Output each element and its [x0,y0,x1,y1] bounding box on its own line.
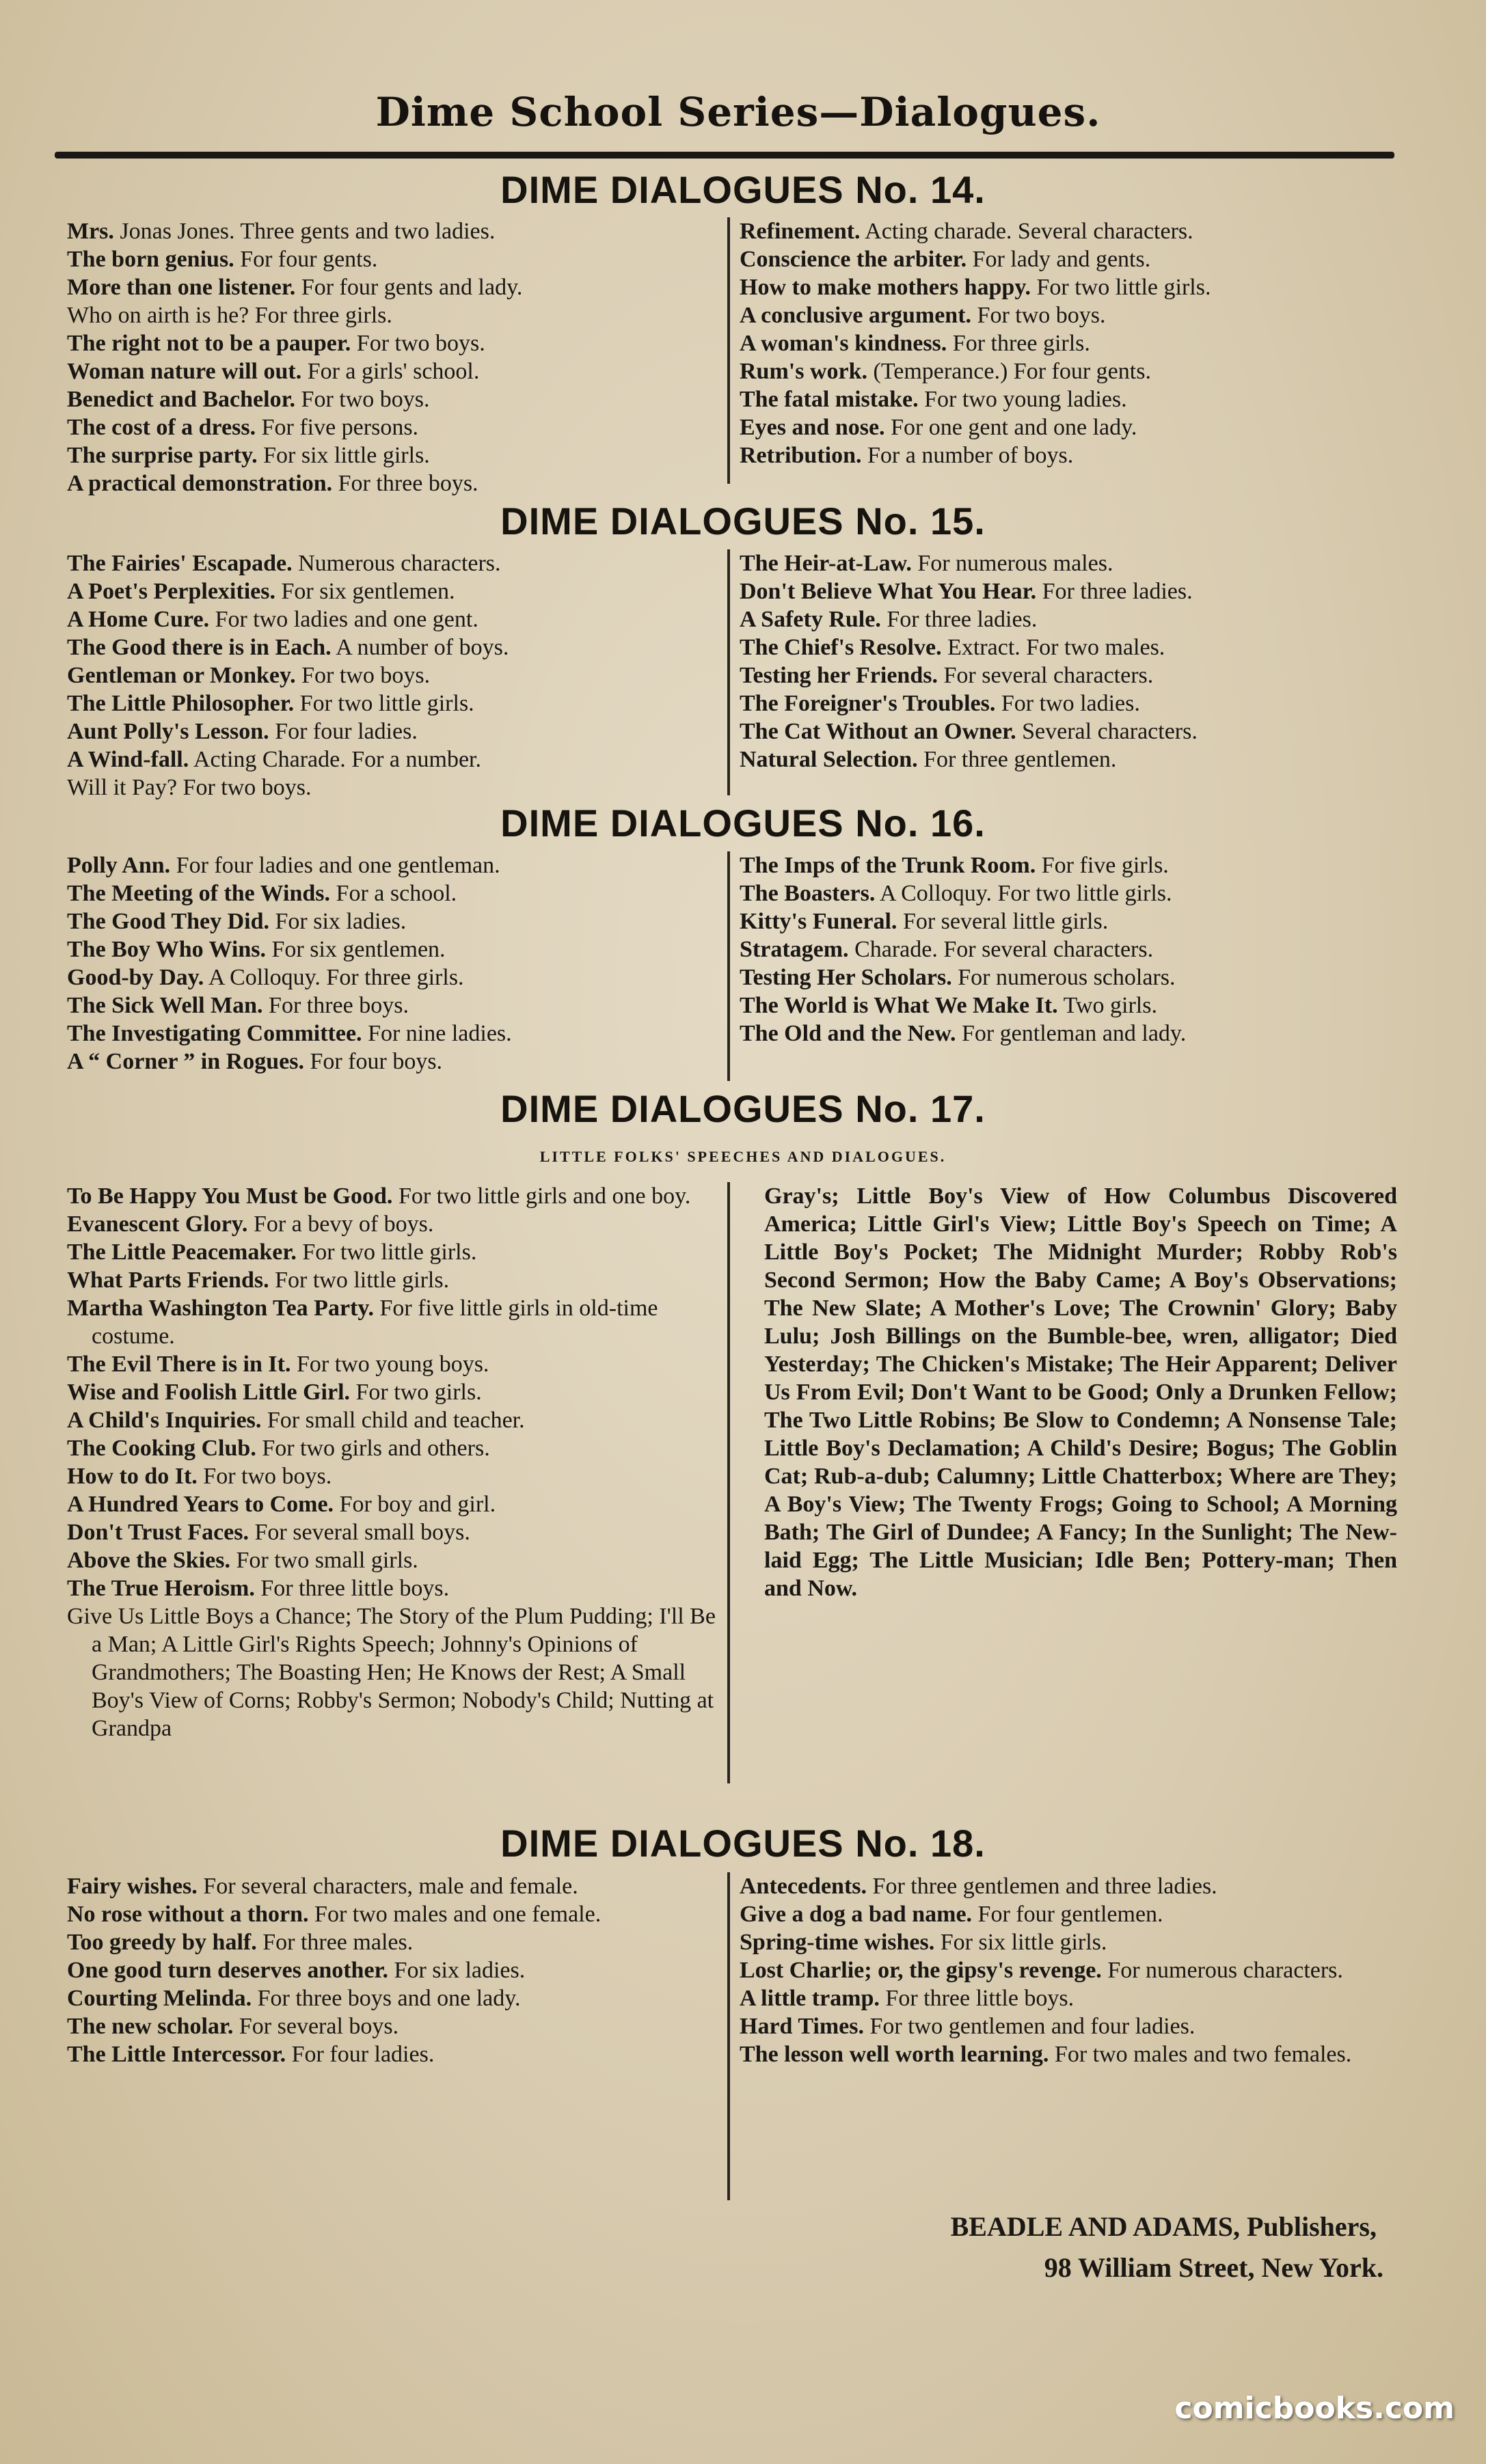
catalog-entry: The Fairies' Escapade. Numerous characters. [67,551,501,576]
catalog-entry: Woman nature will out. For a girls' school. [67,359,480,384]
catalog-entry: The right not to be a pauper. For two boys. [67,331,485,356]
section-16-title: DIME DIALOGUES No. 16. [500,802,986,845]
catalog-entry: Antecedents. For three gentlemen and three ladies. [740,1874,1217,1899]
section-18-right-list [740,1872,1396,2068]
catalog-entry: The Cooking Club. For two girls and others. [67,1436,490,1461]
catalog-entry: The fatal mistake. For two young ladies. [740,387,1127,412]
section-16-right-list [740,851,1396,1048]
publisher-address: 98 William Street, New York. [1044,2252,1383,2283]
catalog-entry: The Evil There is in It. For two young boys. [67,1352,489,1377]
catalog-entry: Will it Pay? For two boys. [67,775,312,800]
catalog-entry: A little tramp. For three little boys. [740,1986,1075,2011]
catalog-entry: The Old and the New. For gentleman and lady. [740,1021,1187,1046]
catalog-entry: Natural Selection. For three gentlemen. [740,747,1117,772]
catalog-entry: The Good They Did. For six ladies. [67,909,407,934]
catalog-entry: The Investigating Committee. For nine ladies. [67,1021,512,1046]
catalog-entry: Spring-time wishes. For six little girls. [740,1930,1107,1955]
catalog-entry: The Heir-at-Law. For numerous males. [740,551,1113,576]
catalog-entry: The Little Philosopher. For two little girls. [67,691,474,716]
catalog-entry: The surprise party. For six little girls. [67,443,430,468]
section-15-left-list [67,549,723,802]
catalog-entry: Lost Charlie; or, the gipsy's revenge. For numerous characters. [740,1958,1343,1983]
section-14-left-list [67,217,723,497]
catalog-entry: Wise and Foolish Little Girl. For two girls. [67,1380,482,1405]
catalog-entry: The cost of a dress. For five persons. [67,415,419,440]
section-14-divider [727,217,730,484]
catalog-entry: Courting Melinda. For three boys and one lady. [67,1986,521,2011]
catalog-entry: A Child's Inquiries. For small child and teacher. [67,1408,525,1433]
catalog-entry: To Be Happy You Must be Good. For two little girls and one boy. [67,1183,691,1209]
catalog-entry: Don't Trust Faces. For several small boys. [67,1520,470,1545]
section-16-divider [727,851,730,1081]
section-17-left-list [67,1182,723,1742]
catalog-entry: Give Us Little Boys a Chance; The Story of the Plum Pudding; I'll Be a Man; A Little Girl's Rights Speech; Johnny's Opinions of Grandmothers; The Boasting Hen; He Knows der Rest; A Small Boy's View of Corns; Robby's Sermon; Nobody's Child; Nutting at Grandpa [67,1604,716,1741]
catalog-entry: Good-by Day. A Colloquy. For three girls. [67,965,464,990]
publisher-name: BEADLE AND ADAMS, Publishers, [950,2211,1377,2242]
catalog-entry: One good turn deserves another. For six ladies. [67,1958,526,1983]
section-15-divider [727,549,730,795]
catalog-entry: The Imps of the Trunk Room. For five girls. [740,853,1169,878]
catalog-entry: A Home Cure. For two ladies and one gent. [67,607,478,632]
catalog-entry: A Hundred Years to Come. For boy and girl. [67,1492,496,1517]
catalog-entry: Who on airth is he? For three girls. [67,303,392,328]
catalog-entry: Testing Her Scholars. For numerous scholars. [740,965,1176,990]
catalog-entry: Fairy wishes. For several characters, male and female. [67,1874,578,1899]
catalog-entry: The Foreigner's Troubles. For two ladies. [740,691,1140,716]
catalog-entry: Above the Skies. For two small girls. [67,1548,418,1573]
catalog-entry: The Little Peacemaker. For two little girls. [67,1240,477,1265]
section-14-title: DIME DIALOGUES No. 14. [500,168,986,211]
catalog-entry: The Chief's Resolve. Extract. For two males. [740,635,1165,660]
section-15-title: DIME DIALOGUES No. 15. [500,499,986,543]
catalog-entry: The Good there is in Each. A number of boys. [67,635,509,660]
catalog-entry: Aunt Polly's Lesson. For four ladies. [67,719,418,744]
catalog-entry: Stratagem. Charade. For several characters. [740,937,1154,962]
catalog-entry: The new scholar. For several boys. [67,2014,399,2039]
catalog-entry: The lesson well worth learning. For two males and two females. [740,2042,1352,2067]
catalog-entry: The Little Intercessor. For four ladies. [67,2042,435,2067]
catalog-entry: Refinement. Acting charade. Several characters. [740,219,1193,244]
section-17-divider [727,1182,730,1783]
catalog-entry: How to make mothers happy. For two little girls. [740,275,1211,300]
catalog-entry: A practical demonstration. For three boys. [67,471,478,496]
catalog-entry: The born genius. For four gents. [67,247,378,272]
catalog-entry: A woman's kindness. For three girls. [740,331,1090,356]
section-15-right-list [740,549,1396,774]
catalog-entry: Mrs. Jonas Jones. Three gents and two ladies. [67,219,496,244]
catalog-entry: The Cat Without an Owner. Several characters. [740,719,1198,744]
section-18-title: DIME DIALOGUES No. 18. [500,1822,986,1865]
catalog-entry: Too greedy by half. For three males. [67,1930,414,1955]
catalog-entry: Give a dog a bad name. For four gentlemen. [740,1902,1163,1927]
catalog-entry: A Poet's Perplexities. For six gentlemen. [67,579,455,604]
section-17-title: DIME DIALOGUES No. 17. [500,1087,986,1130]
catalog-entry: Martha Washington Tea Party. For five little girls in old-time costume. [67,1296,658,1349]
catalog-entry: How to do It. For two boys. [67,1464,332,1489]
catalog-entry: Evanescent Glory. For a bevy of boys. [67,1212,434,1237]
catalog-entry: The Boasters. A Colloquy. For two little girls. [740,881,1172,906]
catalog-entry: The Meeting of the Winds. For a school. [67,881,457,906]
catalog-entry: Polly Ann. For four ladies and one gentleman. [67,853,500,878]
catalog-entry: Conscience the arbiter. For lady and gents. [740,247,1151,272]
catalog-entry: Rum's work. (Temperance.) For four gents. [740,359,1151,384]
header-rule [55,152,1394,159]
section-17-right-paragraph: Gray's; Little Boy's View of How Columbus Discovered America; Little Girl's View; Little Boy's Speech on Time; A Little Boy's Pocket; The Midnight Murder; Robby Rob's Second Sermon; How the Baby Came; A Boy's Observations; The New Slate; A Mother's Love; The Crownin' Glory; Baby Lulu; Josh Billings on the Bumble-bee, wren, alligator; Died Yesterday; The Chicken's Mistake; The Heir Apparent; Deliver Us From Evil; Don't Want to be Good; Only a Drunken Fellow; The Two Little Robins; Be Slow to Condemn; A Nonsense Tale; Little Boy's Declamation; A Child's Desire; Bogus; The Goblin Cat; Rub-a-dub; Calumny; Little Chatterbox; Where are They; A Boy's View; The Twenty Frogs; Going to School; A Morning Bath; The Girl of Dundee; A Fancy; In the Sunlight; The New-laid Egg; The Little Musician; Idle Ben; Pottery-man; Then and Now. [764,1183,1397,1601]
catalog-entry: More than one listener. For four gents and lady. [67,275,523,300]
catalog-entry: What Parts Friends. For two little girls. [67,1268,450,1293]
catalog-entry: The Sick Well Man. For three boys. [67,993,409,1018]
series-header: Dime School Series—Dialogues. [375,89,1101,135]
catalog-entry: The Boy Who Wins. For six gentlemen. [67,937,446,962]
catalog-entry: A “ Corner ” in Rogues. For four boys. [67,1049,443,1074]
section-18-divider [727,1872,730,2200]
catalog-entry: Hard Times. For two gentlemen and four ladies. [740,2014,1195,2039]
catalog-entry: Testing her Friends. For several characters. [740,663,1154,688]
catalog-entry: A conclusive argument. For two boys. [740,303,1106,328]
catalog-entry: Retribution. For a number of boys. [740,443,1074,468]
section-17-subtitle: LITTLE FOLKS' SPEECHES AND DIALOGUES. [539,1148,947,1165]
catalog-entry: A Wind-fall. Acting Charade. For a number. [67,747,482,772]
catalog-entry: The World is What We Make It. Two girls. [740,993,1157,1018]
section-14-right-list [740,217,1396,469]
catalog-entry: Gentleman or Monkey. For two boys. [67,663,431,688]
catalog-entry: A Safety Rule. For three ladies. [740,607,1038,632]
section-18-left-list [67,1872,723,2068]
catalog-entry: Benedict and Bachelor. For two boys. [67,387,430,412]
catalog-entry: Don't Believe What You Hear. For three ladies. [740,579,1193,604]
catalog-entry: Eyes and nose. For one gent and one lady. [740,415,1137,440]
catalog-entry: Kitty's Funeral. For several little girls. [740,909,1109,934]
catalog-entry: No rose without a thorn. For two males and one female. [67,1902,602,1927]
section-16-left-list [67,851,723,1076]
catalog-entry: The True Heroism. For three little boys. [67,1576,450,1601]
watermark: comicbooks.com [1174,2391,1455,2426]
